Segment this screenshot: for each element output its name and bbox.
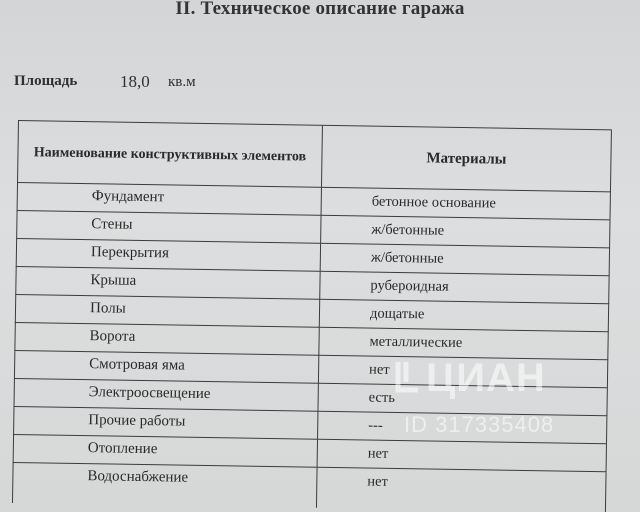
material-name: нет	[368, 361, 390, 378]
material-name: рубероидная	[370, 277, 449, 295]
element-name: Полы	[89, 300, 126, 317]
material-name: металлические	[369, 333, 463, 352]
element-name: Прочие работы	[88, 412, 186, 430]
element-name: Смотровая яма	[89, 356, 185, 374]
cian-logo-icon	[392, 356, 422, 396]
watermark-id: ID 317335408	[404, 412, 555, 437]
element-name: Стены	[91, 216, 133, 233]
header-elements: Наименование конструктивных элементов	[17, 121, 323, 188]
material-name: дощатые	[369, 305, 425, 323]
watermark-brand	[392, 356, 546, 401]
material-cell	[317, 468, 607, 512]
area-row	[14, 72, 196, 91]
material-name: ---	[368, 417, 383, 434]
table-header-row	[17, 120, 612, 192]
element-cell	[12, 463, 318, 508]
material-name: бетонное основание	[371, 193, 497, 212]
material-name: есть	[368, 389, 395, 406]
material-name: ж/бетонные	[371, 221, 445, 239]
element-name: Ворота	[89, 328, 136, 345]
element-name: Фундамент	[91, 188, 165, 206]
material-name: нет	[367, 473, 389, 490]
material-name: нет	[367, 445, 389, 462]
table-row	[12, 462, 607, 512]
construction-table	[12, 120, 612, 509]
area-unit: кв.м	[168, 74, 196, 90]
element-name: Водоснабжение	[87, 468, 189, 486]
material-name: ж/бетонные	[370, 249, 444, 267]
header-materials: Материалы	[322, 126, 612, 193]
area-label: Площадь	[14, 73, 78, 89]
watermark-brand-text: ЦИАН	[426, 356, 546, 400]
element-name: Крыша	[90, 272, 137, 289]
element-name: Электроосвещение	[88, 384, 211, 403]
document-title: II. Техническое описание гаража	[175, 0, 465, 19]
element-name: Отопление	[87, 440, 158, 458]
area-value: 18,0	[120, 72, 150, 91]
element-name: Перекрытия	[90, 244, 170, 262]
